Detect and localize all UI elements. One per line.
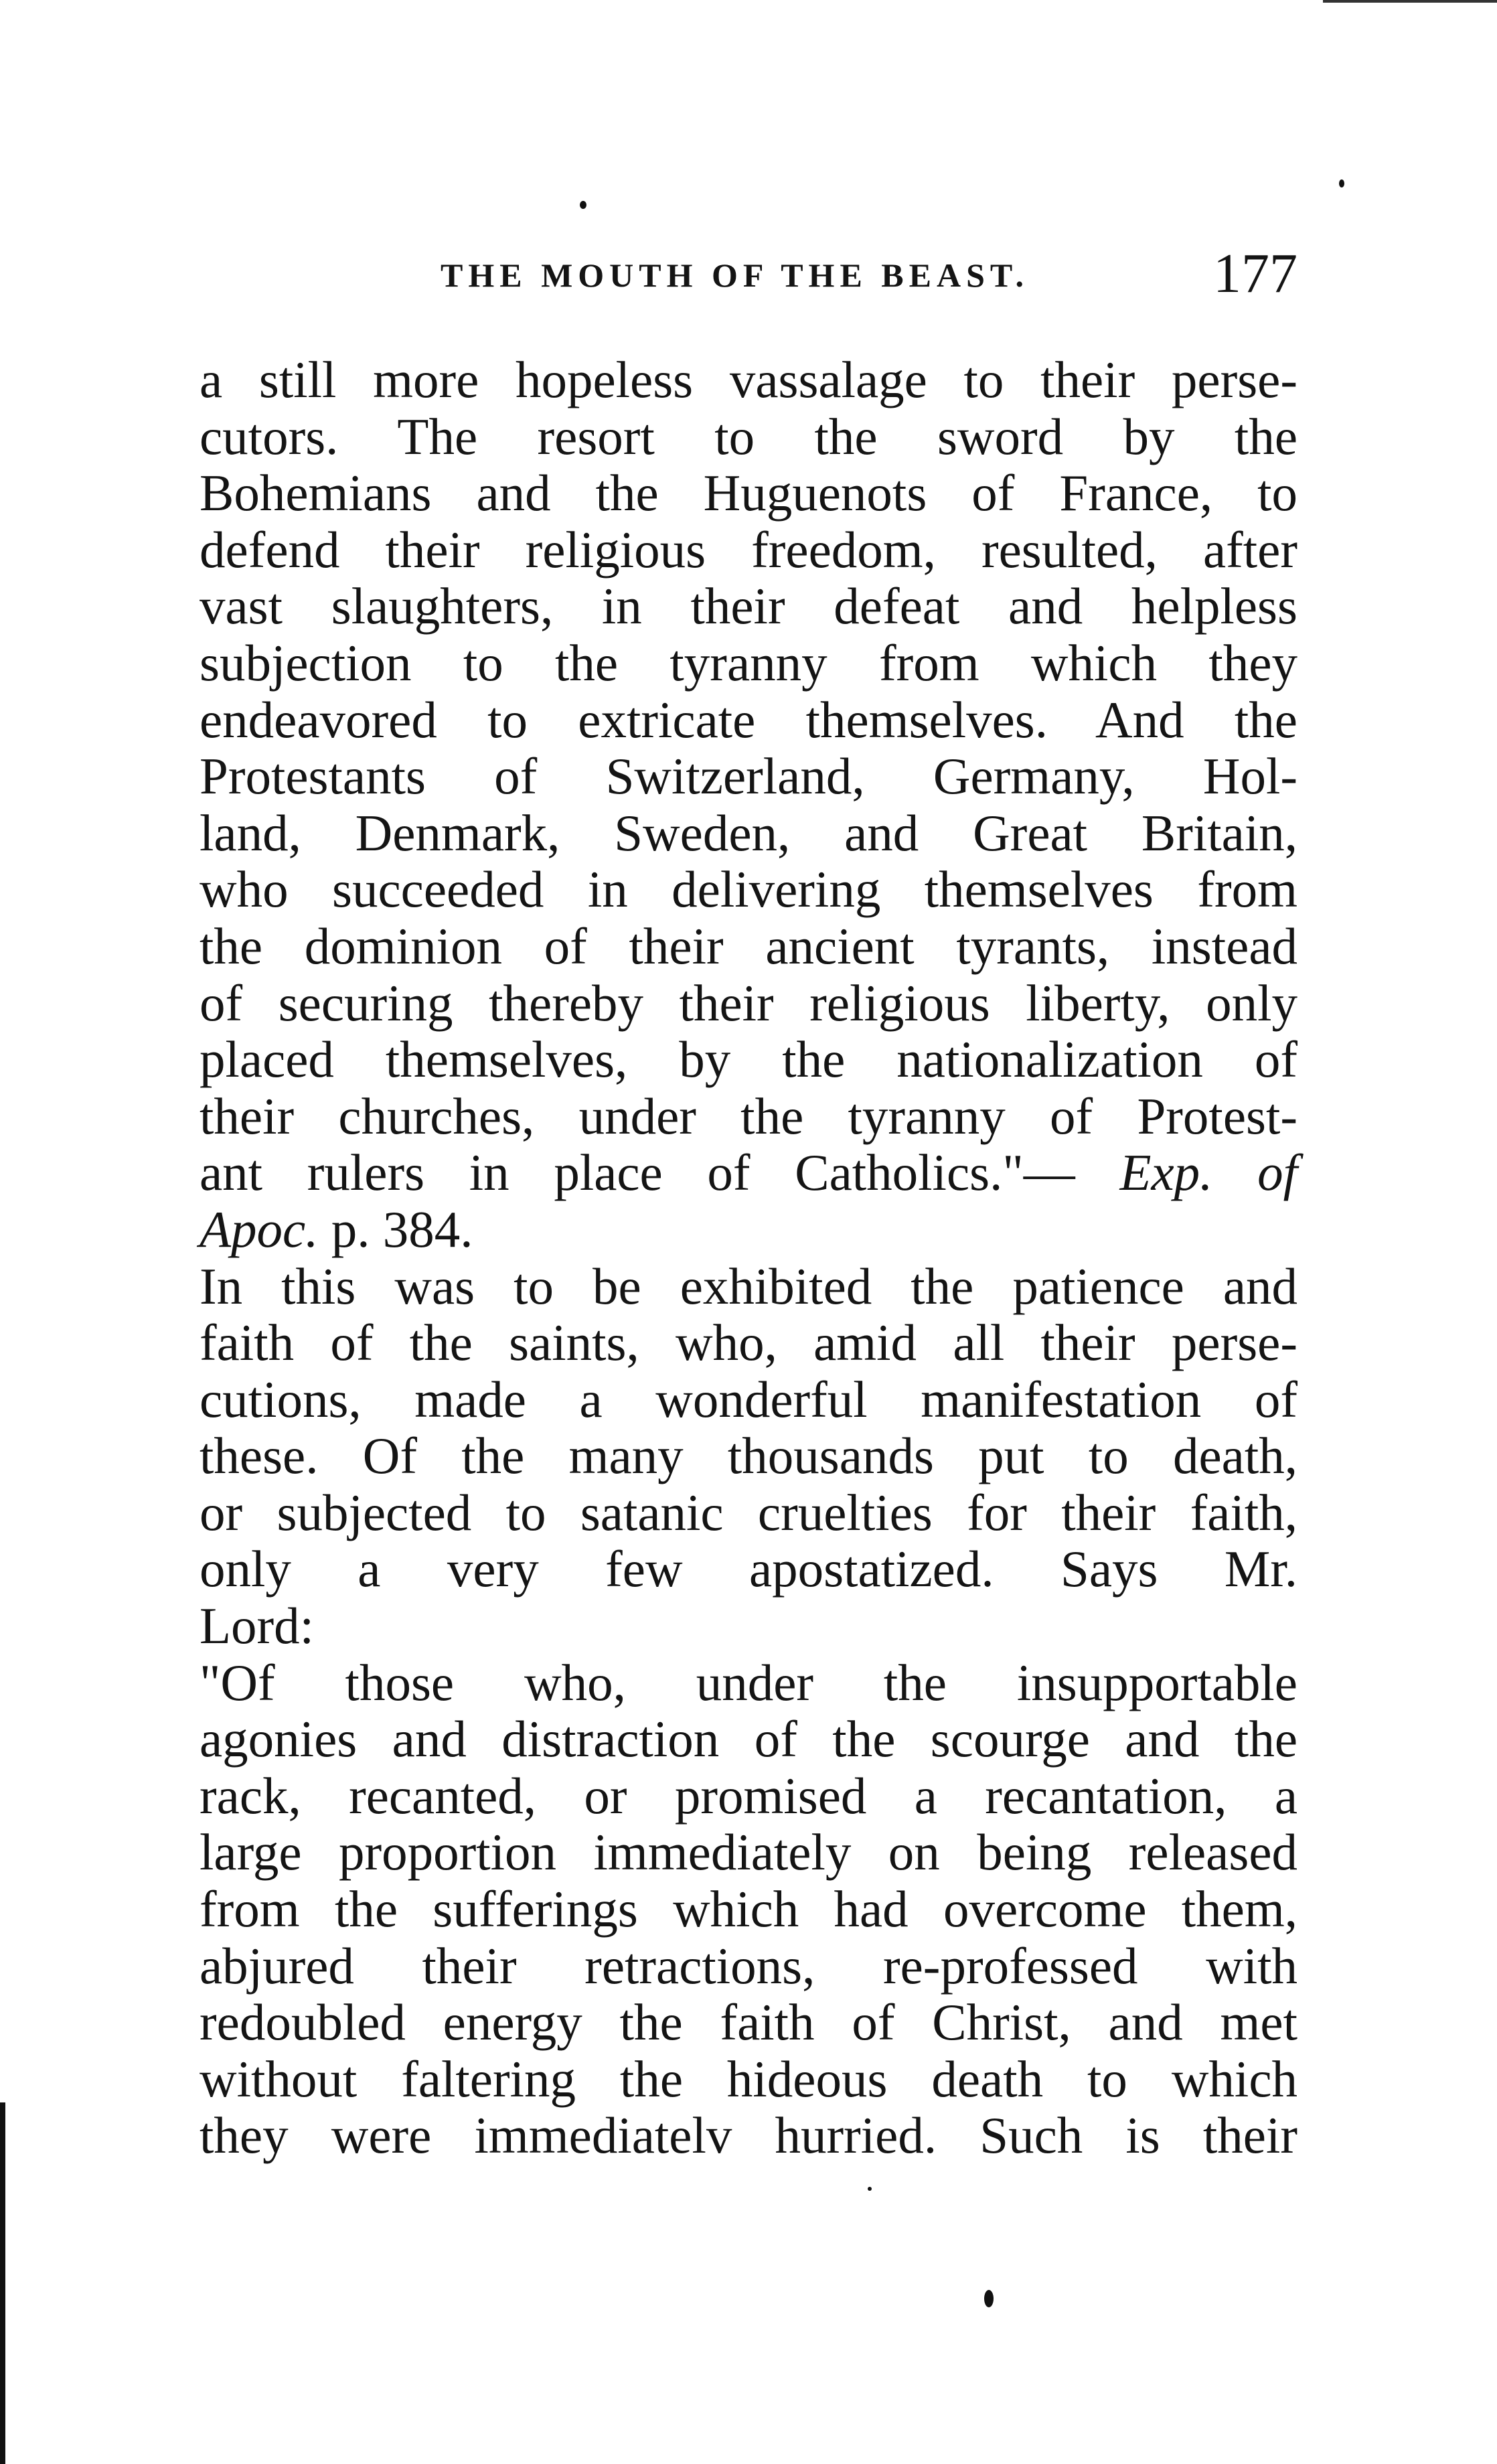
quote-end-text: ant rulers in place of Catholics."— bbox=[200, 1144, 1075, 1202]
text-line: rack, recanted, or promised a recantation, a bbox=[200, 1766, 1297, 1825]
text-line: abjured their retractions, re-professed with bbox=[200, 1936, 1297, 1995]
body-text bbox=[200, 352, 1297, 2164]
citation-line-2 bbox=[200, 1201, 1297, 1258]
text-line: who succeeded in delivering themselves from bbox=[200, 860, 1297, 919]
text-line: a still more hopeless vassalage to their perse- bbox=[200, 351, 1297, 408]
top-edge-rule bbox=[1323, 0, 1497, 3]
text-line: cutions, made a wonderful manifestation of bbox=[200, 1370, 1297, 1428]
text-line: "Of those who, under the insupportable bbox=[200, 1653, 1297, 1711]
text-line: large proportion immediately on being released bbox=[200, 1823, 1297, 1881]
text-line: redoubled energy the faith of Christ, and met bbox=[200, 1993, 1297, 2052]
page-number: 177 bbox=[1213, 242, 1297, 305]
page-header bbox=[200, 241, 1297, 321]
scan-speck bbox=[984, 2290, 994, 2307]
page-edge-shadow bbox=[0, 2102, 5, 2464]
text-line: of securing thereby their religious liberty, only bbox=[200, 974, 1297, 1032]
text-line: without faltering the hideous death to which bbox=[200, 2050, 1297, 2108]
text-line: Lord: bbox=[200, 1597, 315, 1655]
text-line: Protestants of Switzerland, Germany, Hol- bbox=[200, 747, 1297, 805]
text-line: or subjected to satanic cruelties for their faith, bbox=[200, 1483, 1297, 1541]
text-line: In this was to be exhibited the patience and bbox=[200, 1257, 1297, 1315]
citation-title: Exp. of bbox=[1119, 1144, 1298, 1202]
text-line: cutors. The resort to the sword by the bbox=[200, 407, 1297, 465]
text-line: Bohemians and the Huguenots of France, to bbox=[200, 464, 1297, 522]
text-line: subjection to the tyranny from which they bbox=[200, 633, 1297, 692]
text-line: placed themselves, by the nationalization of bbox=[200, 1030, 1297, 1089]
text-line: vast slaughters, in their defeat and helpless bbox=[200, 577, 1297, 635]
running-head: THE MOUTH OF THE BEAST. bbox=[441, 256, 1030, 294]
scan-speck bbox=[580, 201, 586, 209]
text-line: agonies and distraction of the scourge and the bbox=[200, 1710, 1297, 1768]
text-line: they were immediatelv hurried. Such is their bbox=[200, 2106, 1297, 2165]
text-line: these. Of the many thousands put to death, bbox=[200, 1427, 1297, 1485]
text-line: only a very few apostatized. Says Mr. bbox=[200, 1540, 1297, 1598]
text-line: land, Denmark, Sweden, and Great Britain, bbox=[200, 803, 1297, 862]
text-line: from the sufferings which had overcome them, bbox=[200, 1880, 1297, 1938]
text-line: the dominion of their ancient tyrants, instead bbox=[200, 917, 1297, 975]
scan-speck bbox=[868, 2187, 872, 2191]
text-line: their churches, under the tyranny of Protest- bbox=[200, 1087, 1297, 1145]
citation-apoc: Apoc. bbox=[200, 1200, 319, 1258]
scan-speck bbox=[1339, 179, 1344, 187]
citation-line bbox=[200, 1144, 1297, 1201]
text-line: defend their religious freedom, resulted, after bbox=[200, 520, 1297, 579]
text-line: endeavored to extricate themselves. And the bbox=[200, 690, 1297, 749]
text-line: faith of the saints, who, amid all their perse- bbox=[200, 1314, 1297, 1372]
citation-page: p. 384. bbox=[331, 1200, 473, 1258]
